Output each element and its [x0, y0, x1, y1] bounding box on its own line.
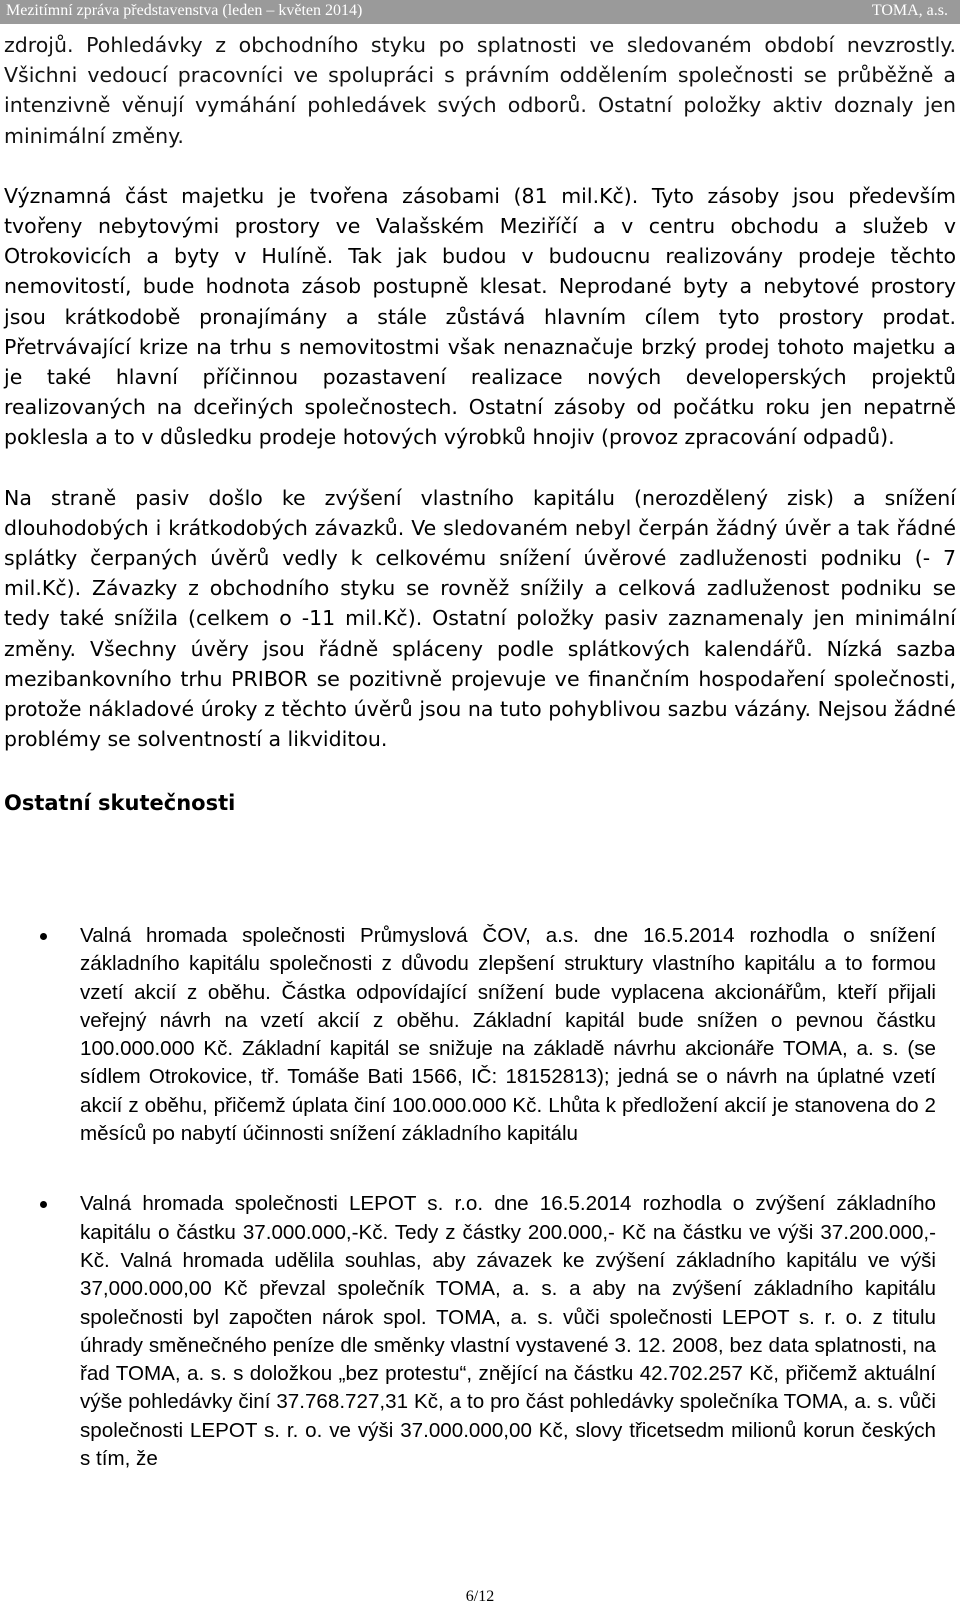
list-item-text: Valná hromada společnosti Průmyslová ČOV, a.s. dne 16.5.2014 rozhodla o snížení základního kapitálu společnosti z důvodu zlepšení struktury vlastního kapitálu a to formou vzetí akcií z oběhu. Částka odpovídající snížení bude vyplacena akcionářům, kteří přijali veřejný návrh na vzetí akcií z oběhu. Základní kapitál bude snížen o pevnou částku 100.000.000 Kč. Základní kapitál se snižuje na základě návrhu akcionáře TOMA, a. s. (se sídlem Otrokovice, tř. Tomáše Bati 1566, IČ: 18152813); jedná se o návrh na úplatné vzetí akcií z oběhu, přičemž úplata činí 100.000.000 Kč. Lhůta k předložení akcií je stanovena do 2 měsíců po nabytí účinnosti snížení základního kapitálu — [80, 924, 936, 1146]
bullet-list — [0, 922, 960, 1473]
list-item-text: Valná hromada společnosti LEPOT s. r.o. dne 16.5.2014 rozhodla o zvýšení základního kapitálu o částku 37.000.000,-Kč. Tedy z částky 200.000,- Kč na částku ve výši 37.200.000,- Kč. Valná hromada udělila souhlas, aby závazek ke zvýšení základního kapitálu ve výši 37,000.000,00 Kč převzal společník TOMA, a. s. a aby na zvýšení základního kapitálu společnosti byl započten nárok spol. TOMA, a. s. vůči společnosti LEPOT s. r. o. z titulu úhrady směnečného peníze dle směnky vlastní vystavené 3. 12. 2008, bez data splatnosti, na řad TOMA, a. s. s doložkou „bez protestu“, znějící na částku 42.702.257 Kč, přičemž aktuální výše pohledávky činí 37.768.727,31 Kč, a to pro část pohledávky společníka TOMA, a. s. vůči společnosti LEPOT s. r. o. ve výši 37.000.000,00 Kč, slovy třicetsedm milionů korun českých s tím, že — [80, 1192, 936, 1471]
page-number: 6/12 — [465, 1588, 495, 1605]
list-item — [0, 922, 960, 1148]
page-header — [0, 0, 960, 24]
bullet-icon — [40, 933, 47, 940]
company-name: TOMA, a.s. — [871, 2, 948, 19]
document-title: Mezitímní zpráva představenstva (leden – květen 2014) — [6, 2, 363, 19]
paragraph-assets: zdrojů. Pohledávky z obchodního styku po splatnosti ve sledovaném období nevzrostly. Všichni vedoucí pracovníci ve spolupráci s právním oddělením společnosti se průběžně a intenzivně věnují vymáhání pohledávek svých odborů. Ostatní položky aktiv doznaly jen minimální změny. — [4, 33, 956, 148]
paragraph-liabilities: Na straně pasiv došlo ke zvýšení vlastního kapitálu (nerozdělený zisk) a snížení dlouhodobých i krátkodobých závazků. Ve sledovaném nebyl čerpán žádný úvěr a tak řádné splátky čerpaných úvěrů vedly k celkovému snížení úvěrové zadluženosti podniku (- 7 mil.Kč). Závazky z obchodního styku se rovněž snížily a celková zadluženost podniku se tedy také snížila (celkem o -11 mil.Kč). Ostatní položky pasiv zaznamenaly jen minimální změny. Všechny úvěry jsou řádně spláceny podle splátkových kalendářů. Nízká sazba mezibankovního trhu PRIBOR se pozitivně projevuje ve finančním hospodaření společnosti, protože nákladové úroky z těchto úvěrů jsou na tuto pohyblivou sazbu vázány. Nejsou žádné problémy se solventností a likviditou. — [4, 485, 956, 752]
bullet-icon — [40, 1201, 47, 1208]
paragraph-inventory: Významná část majetku je tvořena zásobami (81 mil.Kč). Tyto zásoby jsou především tvořeny nebytovými prostory ve Valašském Meziříčí a v centru obchodu a služeb v Otrokovicích a byty v Hulíně. Tak jak budou v budoucnu realizovány prodeje těchto nemovitostí, bude hodnota zásob postupně klesat. Neprodané byty a nebytové prostory jsou krátkodobě pronajímány a stále zůstává hlavním cílem tyto prostory prodat. Přetrvávající krize na trhu s nemovitostmi však nenaznačuje brzký prodej tohoto majetku a je také hlavní příčinnou pozastavení realizace nových developerských projektů realizovaných na dceřiných společnostech. Ostatní zásoby od počátku roku jen nepatrně poklesla a to v důsledku prodeje hotových výrobků hnojiv (provoz zpracování odpadů). — [4, 183, 956, 450]
section-heading: Ostatní skutečnosti — [4, 791, 236, 816]
list-item — [0, 1190, 960, 1473]
document-body — [4, 30, 956, 818]
